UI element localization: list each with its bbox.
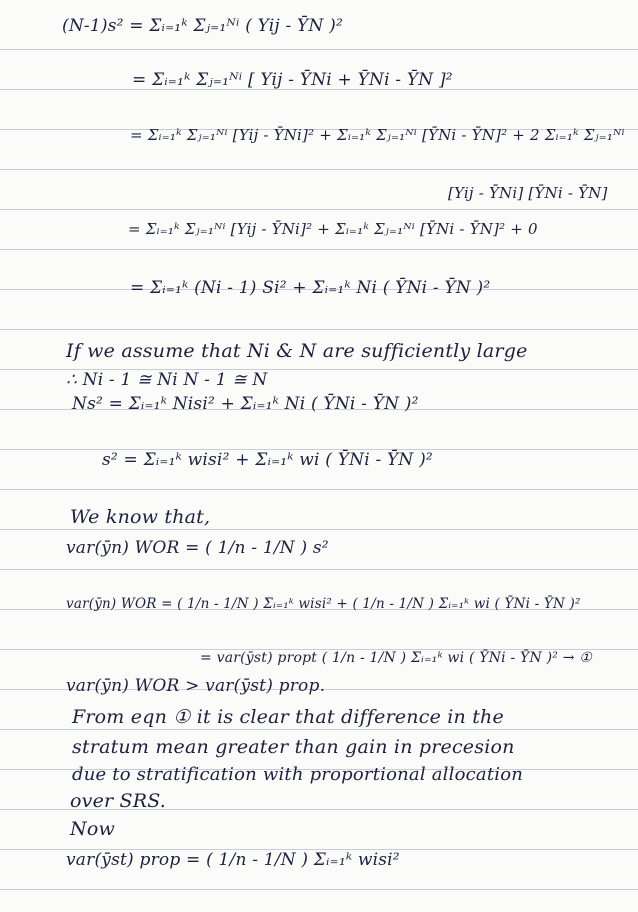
variance-comparison-line: var(ȳn) WOR > var(ȳst) prop. bbox=[66, 676, 326, 696]
equation-line-6: Ns² = Σᵢ₌₁ᵏ Nisi² + Σᵢ₌₁ᵏ Ni ( ȲNi - ȲN )² bbox=[72, 394, 419, 414]
equation-line-1: (N-1)s² = Σᵢ₌₁ᵏ Σⱼ₌₁ᴺⁱ ( Yij - ȲN )² bbox=[62, 16, 343, 36]
equation-line-3-continuation: [Yij - ȲNi] [ȲNi - ȲN] bbox=[448, 184, 608, 202]
equation-line-3: = Σᵢ₌₁ᵏ Σⱼ₌₁ᴺⁱ [Yij - ȲNi]² + Σᵢ₌₁ᵏ Σⱼ₌₁ᴺⁱ [ȲNi - ȲN]² + 2 Σᵢ₌₁ᵏ Σⱼ₌₁ᴺⁱ bbox=[130, 126, 625, 144]
equation-line-2: = Σᵢ₌₁ᵏ Σⱼ₌₁ᴺⁱ [ Yij - ȲNi + ȲNi - ȲN ]² bbox=[132, 70, 453, 90]
conclusion-line-1: From eqn ① it is clear that difference in the bbox=[72, 706, 504, 728]
conclusion-line-3: due to stratification with proportional allocation bbox=[72, 764, 524, 785]
variance-srs-line: var(ȳn) WOR = ( 1/n - 1/N ) s² bbox=[66, 538, 329, 558]
variance-srs-expanded-line: var(ȳn) WOR = ( 1/n - 1/N ) Σᵢ₌₁ᵏ wisi² + ( 1/n - 1/N ) Σᵢ₌₁ᵏ wi ( ȲNi - ȲN )² bbox=[66, 596, 581, 612]
conclusion-line-2: stratum mean greater than gain in precesion bbox=[72, 736, 515, 758]
conclusion-line-4: over SRS. bbox=[70, 790, 167, 812]
we-know-that-text: We know that, bbox=[70, 506, 211, 528]
equation-line-7: s² = Σᵢ₌₁ᵏ wisi² + Σᵢ₌₁ᵏ wi ( ȲNi - ȲN )² bbox=[102, 450, 433, 470]
equation-line-5: = Σᵢ₌₁ᵏ (Ni - 1) Si² + Σᵢ₌₁ᵏ Ni ( ȲNi - ȲN )² bbox=[130, 278, 491, 298]
now-text: Now bbox=[70, 818, 115, 840]
assumption-text: If we assume that Ni & N are sufficiently large bbox=[66, 340, 528, 362]
final-variance-line: var(ȳst) prop = ( 1/n - 1/N ) Σᵢ₌₁ᵏ wisi² bbox=[66, 850, 400, 870]
approximation-line: ∴ Ni - 1 ≅ Ni N - 1 ≅ N bbox=[66, 370, 268, 390]
variance-stratified-line: = var(ȳst) propt ( 1/n - 1/N ) Σᵢ₌₁ᵏ wi ( ȲNi - ȲN )² → ① bbox=[200, 650, 593, 666]
equation-line-4: = Σᵢ₌₁ᵏ Σⱼ₌₁ᴺⁱ [Yij - ȲNi]² + Σᵢ₌₁ᵏ Σⱼ₌₁ᴺⁱ [ȲNi - ȲN]² + 0 bbox=[128, 220, 538, 238]
